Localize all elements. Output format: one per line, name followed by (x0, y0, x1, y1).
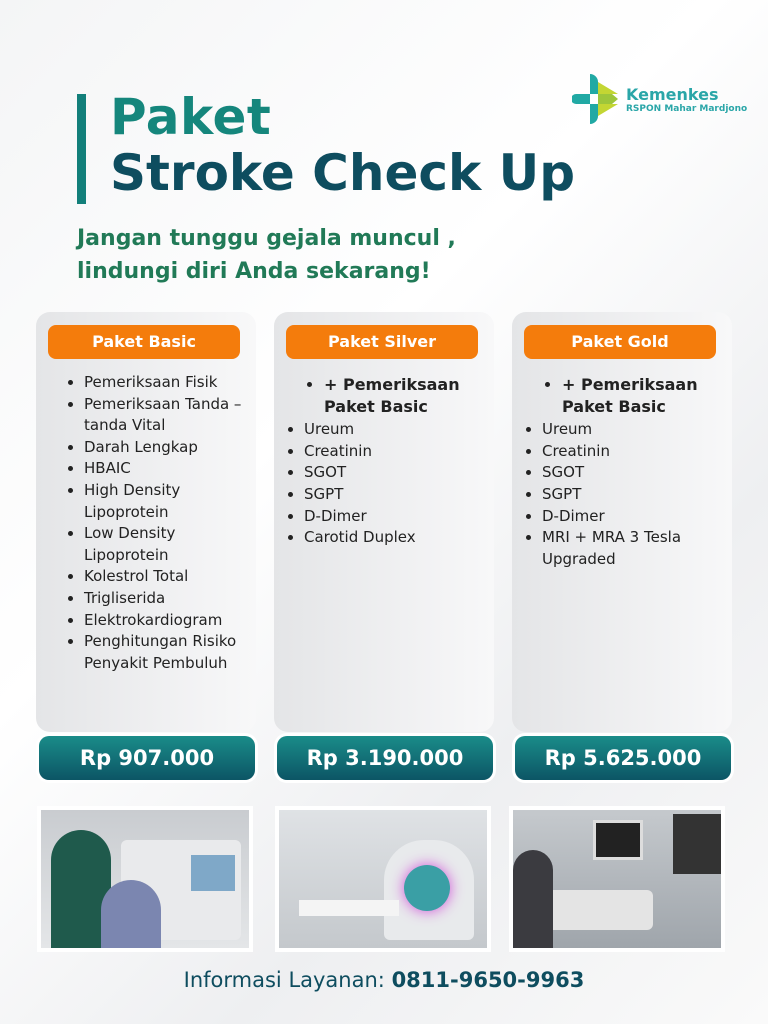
photo-physical-exam (37, 806, 253, 952)
price-silver: Rp 3.190.000 (277, 736, 493, 780)
photo-mri-machine (275, 806, 491, 952)
title-line1: Paket (110, 88, 272, 146)
list-item: • Ureum (304, 419, 486, 441)
photo-ultrasound (509, 806, 725, 952)
subtitle-line2: lindungi diri Anda sekarang! (77, 259, 431, 284)
list-item: • MRI + MRA 3 Tesla Upgraded (542, 527, 724, 570)
package-name: Paket Gold (524, 325, 716, 359)
list-item: • D-Dimer (542, 506, 724, 528)
price-basic: Rp 907.000 (39, 736, 255, 780)
kemenkes-cross-icon (572, 72, 622, 126)
package-name: Paket Basic (48, 325, 240, 359)
list-item: • High Density Lipoprotein (84, 480, 248, 523)
list-item: • SGOT (542, 462, 724, 484)
logo-subtitle: RSPON Mahar Mardjono (626, 103, 748, 114)
package-card-basic (36, 312, 256, 732)
list-item: • Kolestrol Total (84, 566, 248, 588)
list-item: • Low Density Lipoprotein (84, 523, 248, 566)
package-highlight: • + Pemeriksaan Paket Basic (324, 374, 486, 417)
list-item: • SGPT (542, 484, 724, 506)
kemenkes-logo (572, 72, 747, 126)
package-card-silver (274, 312, 494, 732)
list-item: • Pemeriksaan Tanda – tanda Vital (84, 394, 248, 437)
package-items (524, 374, 724, 570)
package-items (286, 374, 486, 549)
list-item: • Penghitungan Risiko Penyakit Pembuluh (84, 631, 248, 674)
list-item: • Trigliserida (84, 588, 248, 610)
list-item: • HBAIC (84, 458, 248, 480)
package-card-gold (512, 312, 732, 732)
package-name: Paket Silver (286, 325, 478, 359)
list-item: • Ureum (542, 419, 724, 441)
title-accent-bar (77, 94, 86, 204)
package-items (66, 372, 248, 674)
list-item: • D-Dimer (304, 506, 486, 528)
subtitle-line1: Jangan tunggu gejala muncul , (77, 226, 456, 251)
price-gold: Rp 5.625.000 (515, 736, 731, 780)
list-item: • Creatinin (542, 441, 724, 463)
subtitle (77, 222, 456, 288)
list-item: • SGPT (304, 484, 486, 506)
title-line2: Stroke Check Up (110, 144, 576, 202)
list-item: • Elektrokardiogram (84, 610, 248, 632)
list-item: • Creatinin (304, 441, 486, 463)
logo-name: Kemenkes (626, 84, 719, 104)
list-item: • SGOT (304, 462, 486, 484)
list-item: • Darah Lengkap (84, 437, 248, 459)
package-highlight: • + Pemeriksaan Paket Basic (562, 374, 724, 417)
list-item: • Carotid Duplex (304, 527, 486, 549)
service-phone[interactable]: 0811-9650-9963 (391, 968, 585, 992)
service-info-label: Informasi Layanan: (183, 968, 385, 992)
list-item: • Pemeriksaan Fisik (84, 372, 248, 394)
service-info (0, 968, 768, 992)
